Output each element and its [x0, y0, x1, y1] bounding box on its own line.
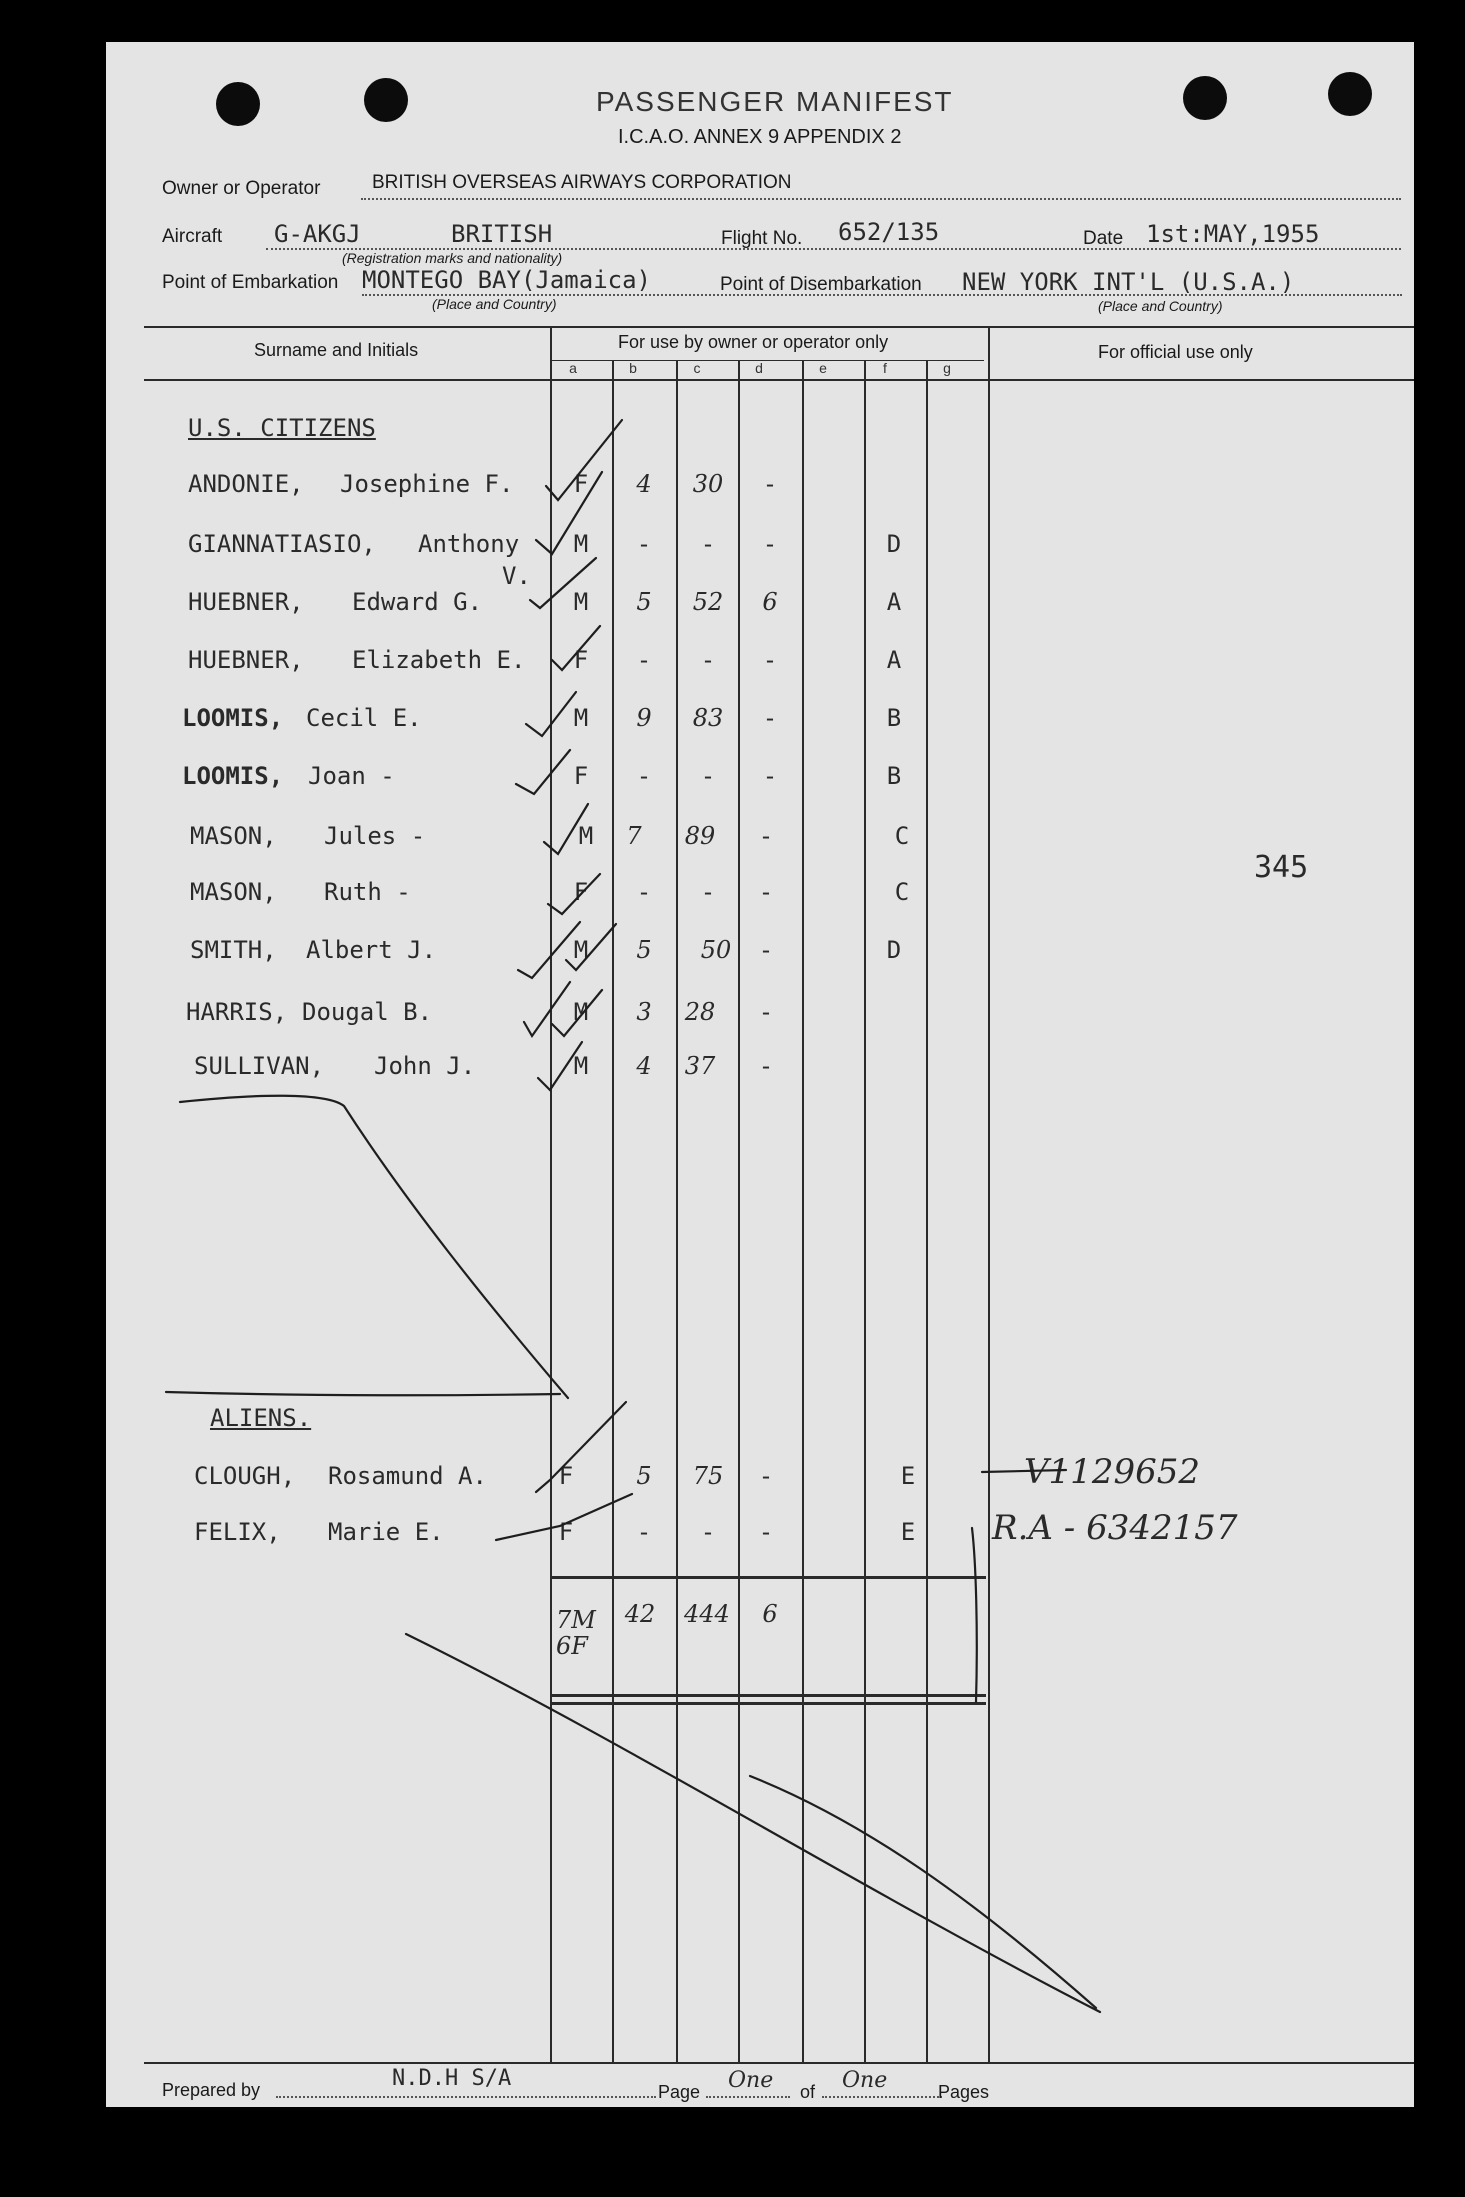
- col-a-value: F: [558, 1462, 574, 1490]
- col-f-value: C: [894, 822, 910, 850]
- disembarkation-label: Point of Disembarkation: [720, 274, 922, 295]
- flight-number: 652/135: [838, 218, 940, 246]
- passenger-surname: SULLIVAN,: [194, 1052, 325, 1080]
- official-handwritten-note-2: R.A - 6342157: [992, 1508, 1238, 1548]
- col-d-value: -: [758, 822, 774, 850]
- date-value: 1st:MAY,1955: [1146, 220, 1320, 248]
- col-f-value: C: [894, 878, 910, 906]
- col-d-value: 6: [762, 588, 778, 616]
- passenger-surname: GIANNATIASIO,: [188, 530, 376, 558]
- aircraft-nationality: BRITISH: [451, 220, 553, 248]
- diagonal-cancel-line: [972, 1528, 977, 1702]
- col-a-value: M: [573, 936, 589, 964]
- passenger-surname: MASON,: [190, 878, 277, 906]
- passenger-surname: LOOMIS,: [182, 704, 284, 732]
- col-b-value: 7: [626, 822, 642, 850]
- subcol-g: g: [943, 360, 951, 376]
- date-label: Date: [1083, 228, 1124, 249]
- manifest-sheet: [106, 42, 1414, 2107]
- passenger-surname: SMITH,: [190, 936, 277, 964]
- embarkation-value: MONTEGO BAY(Jamaica): [362, 266, 651, 294]
- col-c-value: 83: [692, 704, 724, 732]
- col-b-value: 5: [636, 936, 652, 964]
- col-b-value: 5: [636, 588, 652, 616]
- col-d-value: -: [762, 470, 778, 498]
- passenger-given-name: Anthony: [418, 530, 520, 558]
- checkmark: [536, 472, 602, 554]
- checkmark: [536, 1402, 626, 1492]
- subcol-a: a: [569, 360, 577, 376]
- registration-note: (Registration marks and nationality): [342, 250, 563, 266]
- passenger-surname: HUEBNER,: [188, 588, 304, 616]
- subcol-e: e: [819, 360, 827, 376]
- checkmark: [546, 420, 622, 500]
- passenger-given-name: Elizabeth E.: [352, 646, 526, 674]
- passenger-surname: HUEBNER,: [188, 646, 304, 674]
- total-d: 6: [762, 1600, 778, 1628]
- col-b-value: 3: [636, 998, 652, 1026]
- col-a-value: F: [573, 762, 589, 790]
- col-f-value: B: [886, 704, 902, 732]
- aircraft-registration: G-AKGJ: [274, 220, 361, 248]
- total-females: 6F: [556, 1632, 588, 1660]
- prepared-by-value: N.D.H S/A: [392, 2066, 512, 2091]
- checkmark: [518, 922, 580, 978]
- checkmark: [496, 1494, 632, 1540]
- passenger-given-name: Dougal B.: [302, 998, 433, 1026]
- col-c-value: 89: [684, 822, 716, 850]
- col-c-value: 50: [700, 936, 732, 964]
- col-d-value: -: [758, 1462, 774, 1490]
- subcol-d: d: [755, 360, 763, 376]
- col-b-value: -: [636, 1518, 652, 1546]
- total-c: 444: [684, 1600, 730, 1628]
- prepared-dotted-line: [276, 2096, 656, 2098]
- col-c-value: -: [700, 878, 716, 906]
- official-handwritten-note-1: V1129652: [1024, 1452, 1200, 1492]
- checkmark: [526, 692, 576, 736]
- col-f-value: A: [886, 588, 902, 616]
- passenger-surname: LOOMIS,: [182, 762, 284, 790]
- col-f-value: D: [886, 530, 902, 558]
- diagonal-cancel-line: [166, 1392, 560, 1395]
- diagonal-cancel-line: [750, 1776, 1096, 2008]
- col-d-value: -: [762, 530, 778, 558]
- col-f-value: A: [886, 646, 902, 674]
- col-c-value: 75: [692, 1462, 724, 1490]
- checkmark: [530, 558, 596, 608]
- passenger-given-name: Jules -: [324, 822, 426, 850]
- col-a-value: F: [558, 1518, 574, 1546]
- prepared-by-label: Prepared by: [162, 2080, 261, 2100]
- col-a-value: M: [578, 822, 594, 850]
- passenger-surname: HARRIS,: [186, 998, 288, 1026]
- checkmark: [516, 750, 570, 794]
- col-c-value: -: [700, 1518, 716, 1546]
- col-d-value: -: [758, 936, 774, 964]
- col-b-value: -: [636, 762, 652, 790]
- passenger-surname: MASON,: [190, 822, 277, 850]
- total-b: 42: [624, 1600, 656, 1628]
- embarkation-label: Point of Embarkation: [162, 272, 339, 293]
- col-a-value: M: [573, 1052, 589, 1080]
- col-c-value: -: [700, 762, 716, 790]
- col-d-value: -: [762, 704, 778, 732]
- page-dotted-line: [706, 2096, 790, 2098]
- subcol-b: b: [629, 360, 637, 376]
- aircraft-label: Aircraft: [162, 226, 223, 247]
- col-f-value: E: [900, 1518, 916, 1546]
- pages-label: Pages: [938, 2082, 990, 2102]
- passenger-given-name: Albert J.: [306, 936, 437, 964]
- passenger-given-name: Rosamund A.: [328, 1462, 487, 1490]
- checkmark: [524, 982, 570, 1036]
- col-f-value: D: [886, 936, 902, 964]
- checkmark: [552, 626, 600, 670]
- flight-label: Flight No.: [721, 228, 803, 249]
- diagonal-cancel-line: [180, 1096, 568, 1398]
- col-b-value: -: [636, 646, 652, 674]
- col-c-value: 52: [692, 588, 724, 616]
- col-c-value: -: [700, 530, 716, 558]
- passenger-given-name: John J.: [374, 1052, 476, 1080]
- col-d-value: -: [762, 646, 778, 674]
- col-b-value: 9: [636, 704, 652, 732]
- col-a-value: M: [573, 998, 589, 1026]
- diagonal-cancel-line: [982, 1470, 1066, 1472]
- col-f-value: B: [886, 762, 902, 790]
- col-d-value: -: [758, 998, 774, 1026]
- passenger-given-name: Joan -: [308, 762, 395, 790]
- aliens-heading: ALIENS.: [210, 1404, 312, 1432]
- embarkation-note: (Place and Country): [432, 296, 557, 312]
- col-c-value: 30: [692, 470, 724, 498]
- col-a-value: F: [573, 878, 589, 906]
- passenger-given-name: Cecil E.: [306, 704, 422, 732]
- col-c-value: 37: [684, 1052, 716, 1080]
- manifest-subtitle: I.C.A.O. ANNEX 9 APPENDIX 2: [618, 126, 902, 148]
- col-b-value: -: [636, 878, 652, 906]
- handwritten-marks: [106, 42, 1414, 2107]
- col-d-value: -: [758, 1052, 774, 1080]
- col-a-value: M: [573, 530, 589, 558]
- owner-label: Owner or Operator: [162, 178, 321, 199]
- col-b-value: 5: [636, 1462, 652, 1490]
- owner-use-column-header: For use by owner or operator only: [618, 332, 889, 352]
- passenger-given-name: Marie E.: [328, 1518, 444, 1546]
- of-label: of: [800, 2082, 816, 2102]
- checkmark: [538, 1042, 582, 1090]
- manifest-title: PASSENGER MANIFEST: [596, 86, 954, 117]
- page-label: Page: [658, 2082, 701, 2102]
- col-b-value: 4: [636, 470, 652, 498]
- col-d-value: -: [758, 878, 774, 906]
- us-citizens-heading: U.S. CITIZENS: [188, 414, 376, 442]
- col-b-value: -: [636, 530, 652, 558]
- col-f-value: E: [900, 1462, 916, 1490]
- passenger-given-name: Ruth -: [324, 878, 411, 906]
- passenger-given-name: Josephine F.: [340, 470, 514, 498]
- surname-column-header: Surname and Initials: [254, 340, 419, 360]
- passenger-surname: FELIX,: [194, 1518, 281, 1546]
- total-pages: One: [842, 2068, 888, 2093]
- official-stamp-number: 345: [1254, 850, 1309, 885]
- col-a-value: M: [573, 588, 589, 616]
- col-b-value: 4: [636, 1052, 652, 1080]
- continuation-initial: V.: [502, 562, 531, 590]
- total-males: 7M: [556, 1606, 596, 1634]
- checkmark: [544, 804, 588, 854]
- subcol-c: c: [693, 360, 701, 376]
- checkmark: [548, 874, 600, 914]
- col-a-value: F: [573, 646, 589, 674]
- owner-value: BRITISH OVERSEAS AIRWAYS CORPORATION: [372, 172, 792, 193]
- subcol-f: f: [883, 360, 887, 376]
- disembarkation-note: (Place and Country): [1098, 298, 1223, 314]
- col-d-value: -: [762, 762, 778, 790]
- col-c-value: -: [700, 646, 716, 674]
- passenger-surname: ANDONIE,: [188, 470, 304, 498]
- diagonal-cancel-line: [406, 1634, 1100, 2012]
- passenger-given-name: Edward G.: [352, 588, 483, 616]
- col-a-value: F: [573, 470, 589, 498]
- of-dotted-line: [822, 2096, 942, 2098]
- official-use-column-header: For official use only: [1098, 342, 1253, 362]
- passenger-surname: CLOUGH,: [194, 1462, 296, 1490]
- col-a-value: M: [573, 704, 589, 732]
- page-number: One: [728, 2068, 774, 2093]
- disembarkation-value: NEW YORK INT'L (U.S.A.): [962, 268, 1295, 296]
- col-c-value: 28: [684, 998, 716, 1026]
- col-d-value: -: [758, 1518, 774, 1546]
